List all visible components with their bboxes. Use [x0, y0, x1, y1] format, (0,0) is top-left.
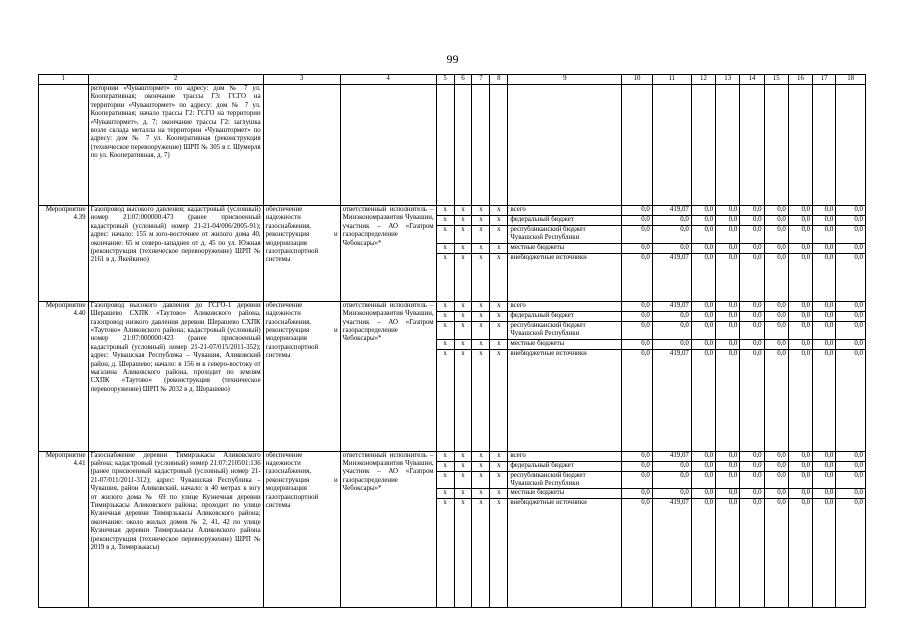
measure-id: Мероприятие 4.40	[39, 301, 89, 451]
value-cell: 419,07	[652, 349, 691, 451]
value-cell: 0,0	[836, 499, 866, 608]
empty-cell	[340, 85, 436, 206]
value-cell: 0,0	[716, 499, 740, 608]
value-cell: 0,0	[716, 216, 740, 226]
value-cell: 0,0	[764, 311, 788, 321]
value-cell: 0,0	[691, 253, 715, 301]
value-cell: 0,0	[813, 253, 836, 301]
funding-source: всего	[508, 451, 622, 461]
value-cell: 0,0	[740, 311, 764, 321]
mark-cell: x	[436, 471, 454, 489]
value-cell: 0,0	[813, 206, 836, 216]
value-cell: 0,0	[836, 301, 866, 311]
measure-purpose: обеспечение надежности газоснабжения, реконструкция и модернизация газотранспортной системы	[263, 206, 340, 302]
mark-cell: x	[454, 471, 472, 489]
value-cell: 0,0	[622, 339, 653, 349]
mark-cell: x	[472, 471, 490, 489]
value-cell: 0,0	[813, 499, 836, 608]
value-cell: 0,0	[813, 349, 836, 451]
value-cell: 0,0	[788, 243, 812, 253]
mark-cell: x	[454, 216, 472, 226]
value-cell: 0,0	[652, 471, 691, 489]
col-header: 7	[472, 75, 490, 85]
value-cell: 0,0	[622, 349, 653, 451]
value-cell: 0,0	[652, 339, 691, 349]
mark-cell: x	[436, 243, 454, 253]
value-cell: 0,0	[622, 499, 653, 608]
value-cell: 0,0	[691, 311, 715, 321]
mark-cell: x	[436, 499, 454, 608]
mark-cell: x	[436, 226, 454, 244]
value-cell: 0,0	[691, 339, 715, 349]
value-cell: 0,0	[622, 461, 653, 471]
value-cell: 0,0	[716, 226, 740, 244]
mark-cell: x	[490, 461, 508, 471]
mark-cell: x	[454, 243, 472, 253]
value-cell: 419,07	[652, 451, 691, 461]
value-cell: 0,0	[764, 206, 788, 216]
value-cell: 0,0	[740, 226, 764, 244]
mark-cell: x	[490, 226, 508, 244]
value-cell: 0,0	[716, 206, 740, 216]
value-cell: 0,0	[740, 339, 764, 349]
mark-cell: x	[436, 206, 454, 216]
value-cell: 0,0	[622, 253, 653, 301]
col-header: 8	[490, 75, 508, 85]
value-cell: 0,0	[652, 461, 691, 471]
empty-cell	[716, 85, 740, 206]
empty-cell	[740, 85, 764, 206]
value-cell: 0,0	[764, 253, 788, 301]
mark-cell: x	[436, 349, 454, 451]
mark-cell: x	[490, 339, 508, 349]
mark-cell: x	[472, 349, 490, 451]
funding-source: местные бюджеты	[508, 339, 622, 349]
mark-cell: x	[436, 339, 454, 349]
col-header: 1	[39, 75, 89, 85]
mark-cell: x	[436, 451, 454, 461]
value-cell: 0,0	[788, 226, 812, 244]
value-cell: 0,0	[740, 489, 764, 499]
value-cell: 0,0	[622, 206, 653, 216]
value-cell: 0,0	[813, 489, 836, 499]
value-cell: 419,07	[652, 499, 691, 608]
col-header: 16	[788, 75, 812, 85]
value-cell: 0,0	[836, 243, 866, 253]
measure-executor: ответственный исполнитель – Минэкономразвития Чувашии, участник – АО «Газпром газораспределение Чебоксары»*	[340, 206, 436, 302]
value-cell: 0,0	[740, 206, 764, 216]
mark-cell: x	[436, 311, 454, 321]
value-cell: 0,0	[788, 471, 812, 489]
mark-cell: x	[490, 489, 508, 499]
empty-cell	[813, 85, 836, 206]
mark-cell: x	[472, 243, 490, 253]
mark-cell: x	[436, 301, 454, 311]
col-header: 10	[622, 75, 653, 85]
value-cell: 0,0	[740, 499, 764, 608]
value-cell: 0,0	[622, 311, 653, 321]
measure-id: Мероприятие 4.39	[39, 206, 89, 302]
value-cell: 0,0	[740, 253, 764, 301]
mark-cell: x	[472, 301, 490, 311]
value-cell: 0,0	[788, 321, 812, 339]
mark-cell: x	[472, 489, 490, 499]
table-row	[39, 301, 866, 311]
mark-cell: x	[472, 339, 490, 349]
value-cell: 0,0	[764, 489, 788, 499]
page-number: 99	[446, 52, 459, 66]
mark-cell: x	[472, 216, 490, 226]
value-cell: 0,0	[740, 349, 764, 451]
value-cell: 0,0	[788, 461, 812, 471]
measure-purpose: обеспечение надежности газоснабжения, реконструкция и модернизация газотранспортной системы	[263, 451, 340, 608]
value-cell: 0,0	[740, 471, 764, 489]
mark-cell: x	[454, 226, 472, 244]
value-cell: 0,0	[740, 216, 764, 226]
value-cell: 0,0	[836, 461, 866, 471]
value-cell: 0,0	[836, 349, 866, 451]
mark-cell: x	[490, 451, 508, 461]
value-cell: 0,0	[691, 321, 715, 339]
value-cell: 0,0	[813, 301, 836, 311]
value-cell: 0,0	[691, 499, 715, 608]
mark-cell: x	[490, 253, 508, 301]
funding-source: федеральный бюджет	[508, 216, 622, 226]
mark-cell: x	[490, 311, 508, 321]
value-cell: 0,0	[764, 461, 788, 471]
value-cell: 0,0	[788, 216, 812, 226]
value-cell: 0,0	[691, 451, 715, 461]
measure-executor: ответственный исполнитель – Минэкономразвития Чувашии, участник – АО «Газпром газораспределение Чебоксары»*	[340, 451, 436, 608]
value-cell: 0,0	[836, 216, 866, 226]
col-header: 9	[508, 75, 622, 85]
empty-cell	[788, 85, 812, 206]
value-cell: 0,0	[622, 321, 653, 339]
value-cell: 0,0	[622, 489, 653, 499]
value-cell: 0,0	[813, 339, 836, 349]
mark-cell: x	[436, 461, 454, 471]
value-cell: 0,0	[652, 243, 691, 253]
value-cell: 0,0	[691, 301, 715, 311]
value-cell: 0,0	[691, 471, 715, 489]
value-cell: 0,0	[836, 226, 866, 244]
mark-cell: x	[490, 471, 508, 489]
value-cell: 0,0	[764, 451, 788, 461]
col-header: 11	[652, 75, 691, 85]
value-cell: 0,0	[764, 349, 788, 451]
value-cell: 0,0	[622, 301, 653, 311]
mark-cell: x	[472, 253, 490, 301]
col-header: 18	[836, 75, 866, 85]
value-cell: 0,0	[622, 226, 653, 244]
value-cell: 0,0	[622, 451, 653, 461]
empty-cell	[454, 85, 472, 206]
funding-source: внебюджетные источники	[508, 349, 622, 451]
empty-cell	[622, 85, 653, 206]
value-cell: 0,0	[813, 461, 836, 471]
mark-cell: x	[490, 301, 508, 311]
value-cell: 0,0	[788, 451, 812, 461]
value-cell: 0,0	[764, 321, 788, 339]
funding-source: всего	[508, 206, 622, 216]
value-cell: 0,0	[716, 311, 740, 321]
value-cell: 0,0	[836, 321, 866, 339]
mark-cell: x	[490, 243, 508, 253]
mark-cell: x	[472, 311, 490, 321]
column-number-row	[39, 75, 866, 85]
value-cell: 0,0	[652, 489, 691, 499]
mark-cell: x	[454, 339, 472, 349]
value-cell: 0,0	[716, 253, 740, 301]
mark-cell: x	[490, 321, 508, 339]
value-cell: 0,0	[813, 216, 836, 226]
value-cell: 0,0	[740, 301, 764, 311]
mark-cell: x	[472, 451, 490, 461]
funding-source: республиканский бюджет Чувашской Республики	[508, 321, 622, 339]
empty-cell	[436, 85, 454, 206]
table-body	[39, 75, 866, 608]
value-cell: 0,0	[691, 349, 715, 451]
value-cell: 0,0	[652, 311, 691, 321]
value-cell: 0,0	[788, 349, 812, 451]
value-cell: 0,0	[716, 471, 740, 489]
mark-cell: x	[454, 349, 472, 451]
value-cell: 0,0	[716, 349, 740, 451]
col-header: 17	[813, 75, 836, 85]
mark-cell: x	[436, 321, 454, 339]
funding-source: местные бюджеты	[508, 243, 622, 253]
mark-cell: x	[454, 253, 472, 301]
value-cell: 0,0	[836, 471, 866, 489]
value-cell: 0,0	[652, 226, 691, 244]
mark-cell: x	[490, 216, 508, 226]
mark-cell: x	[454, 489, 472, 499]
mark-cell: x	[454, 321, 472, 339]
value-cell: 0,0	[740, 243, 764, 253]
continued-row	[39, 85, 866, 206]
empty-cell	[691, 85, 715, 206]
value-cell: 0,0	[691, 226, 715, 244]
table-row	[39, 451, 866, 461]
value-cell: 0,0	[652, 216, 691, 226]
value-cell: 0,0	[691, 216, 715, 226]
value-cell: 0,0	[788, 301, 812, 311]
col-header: 14	[740, 75, 764, 85]
value-cell: 419,07	[652, 301, 691, 311]
mark-cell: x	[454, 301, 472, 311]
value-cell: 0,0	[836, 489, 866, 499]
measure-executor: ответственный исполнитель – Минэкономразвития Чувашии, участник – АО «Газпром газораспределение Чебоксары»*	[340, 301, 436, 451]
continued-description: риториии «Чуваштормет» по адресу: дом № 7 ул. Кооперативная; окончание трассы Г3: ГСГО на территории «Чуваштормет» по адресу: дом № 7 ул. Кооперативная; начало трассы Г2: ГСГО на территории «Чуваштормет», д. 7; окончание трассы Г2: заглушка возле склада металла на территории «Чуваштормет» по адресу: дом № 7 ул. Кооперативная (реконструкция (техническое перевооружение) ШРП № 305 в г. Шумерля по ул. Кооперативная, д. 7)	[88, 85, 263, 206]
empty-cell	[508, 85, 622, 206]
value-cell: 0,0	[764, 471, 788, 489]
mark-cell: x	[472, 461, 490, 471]
mark-cell: x	[472, 206, 490, 216]
funding-source: федеральный бюджет	[508, 311, 622, 321]
value-cell: 0,0	[622, 471, 653, 489]
value-cell: 0,0	[836, 339, 866, 349]
value-cell: 0,0	[836, 206, 866, 216]
value-cell: 0,0	[691, 206, 715, 216]
col-header: 13	[716, 75, 740, 85]
empty-cell	[836, 85, 866, 206]
value-cell: 0,0	[764, 243, 788, 253]
value-cell: 0,0	[836, 311, 866, 321]
value-cell: 0,0	[813, 226, 836, 244]
value-cell: 0,0	[788, 311, 812, 321]
measure-description: Газопровод высокого давления до ГСГО-1 деревни Шерашево СХПК «Таутово» Аликовского района, газопровод низкого давления деревни Шерашево СХПК «Таутово» Аликовского района; кадастровый (условный) номер 21:07:000000:423 (ранее присвоенный кадастровый (условный) номер 21-21-07/015/2011-352); адрес: Чувашская Республика – Чувашия, Аликовский район, д. Шерашево; начало: в 156 м к северо-востоку от магазина Аликовского района, проходит по землям СХПК «Таутово» (реконструкция (техническое перевооружение) ШРП № 2032 в д. Шерашево)	[88, 301, 263, 451]
value-cell: 0,0	[716, 489, 740, 499]
mark-cell: x	[454, 451, 472, 461]
col-header: 12	[691, 75, 715, 85]
value-cell: 0,0	[813, 311, 836, 321]
value-cell: 0,0	[740, 451, 764, 461]
value-cell: 0,0	[652, 321, 691, 339]
value-cell: 0,0	[716, 461, 740, 471]
mark-cell: x	[490, 206, 508, 216]
value-cell: 0,0	[813, 471, 836, 489]
mark-cell: x	[490, 499, 508, 608]
mark-cell: x	[454, 461, 472, 471]
value-cell: 0,0	[764, 499, 788, 608]
mark-cell: x	[472, 226, 490, 244]
funding-source: местные бюджеты	[508, 489, 622, 499]
value-cell: 0,0	[788, 253, 812, 301]
mark-cell: x	[490, 349, 508, 451]
mark-cell: x	[436, 253, 454, 301]
funding-source: республиканский бюджет Чувашской Республики	[508, 226, 622, 244]
mark-cell: x	[436, 216, 454, 226]
col-header: 6	[454, 75, 472, 85]
value-cell: 419,07	[652, 206, 691, 216]
value-cell: 419,07	[652, 253, 691, 301]
empty-cell	[263, 85, 340, 206]
value-cell: 0,0	[716, 321, 740, 339]
value-cell: 0,0	[622, 243, 653, 253]
mark-cell: x	[436, 489, 454, 499]
value-cell: 0,0	[764, 226, 788, 244]
table-row	[39, 206, 866, 216]
funding-source: республиканский бюджет Чувашской Республики	[508, 471, 622, 489]
value-cell: 0,0	[836, 253, 866, 301]
value-cell: 0,0	[764, 301, 788, 311]
value-cell: 0,0	[622, 216, 653, 226]
value-cell: 0,0	[716, 339, 740, 349]
funding-source: внебюджетные источники	[508, 253, 622, 301]
funding-source: федеральный бюджет	[508, 461, 622, 471]
measure-purpose: обеспечение надежности газоснабжения, реконструкция и модернизация газотранспортной системы	[263, 301, 340, 451]
value-cell: 0,0	[813, 243, 836, 253]
col-header: 15	[764, 75, 788, 85]
mark-cell: x	[472, 321, 490, 339]
funding-source: внебюджетные источники	[508, 499, 622, 608]
col-header: 5	[436, 75, 454, 85]
col-header: 2	[88, 75, 263, 85]
value-cell: 0,0	[691, 461, 715, 471]
program-table	[38, 74, 866, 608]
value-cell: 0,0	[788, 489, 812, 499]
empty-cell	[764, 85, 788, 206]
value-cell: 0,0	[764, 339, 788, 349]
continued-id-cell	[39, 85, 89, 206]
value-cell: 0,0	[716, 451, 740, 461]
measure-description: Газоснабжение деревни Тимирзькасы Аликовского района; кадастровый (условный) номер 21:07:210501:136 (ранее присвоенный кадастровый (условный) номер 21-21-07/011/2011-312); адрес: Чувашская Республика – Чувашия, район Аликовский, начало: в 40 метрах к югу от жилого дома № 69 по улице Кузнечная деревни Тимирзькасы Аликовского района; проходит по улице Кузнечная деревни Тимирзькасы Аликовского района; окончание: около жилых домов № 2, 41, 42 по улице Кузнечная деревни Тимирзькасы Аликовского района (реконструкция (техническое перевооружение) ШРП № 2019 в д. Тимирзькасы)	[88, 451, 263, 608]
measure-description: Газопровод высокого давления; кадастровый (условный) номер 21:07:000000:473 (ранее присвоенный кадастровый (условный) номер 21-21-04/006/2005-91); адрес: начало: 155 м юго-восточнее от жилого дома 40, окончание: 65 м северо-западнее от д. 45 по ул. Южная (реконструкция (техническое перевооружение) ШРП № 2161 в д. Якейкино)	[88, 206, 263, 302]
funding-source: всего	[508, 301, 622, 311]
mark-cell: x	[454, 311, 472, 321]
value-cell: 0,0	[788, 206, 812, 216]
value-cell: 0,0	[813, 321, 836, 339]
measure-id: Мероприятие 4.41	[39, 451, 89, 608]
mark-cell: x	[472, 499, 490, 608]
empty-cell	[652, 85, 691, 206]
mark-cell: x	[454, 499, 472, 608]
value-cell: 0,0	[691, 243, 715, 253]
value-cell: 0,0	[691, 489, 715, 499]
value-cell: 0,0	[716, 243, 740, 253]
value-cell: 0,0	[740, 461, 764, 471]
value-cell: 0,0	[788, 499, 812, 608]
value-cell: 0,0	[740, 321, 764, 339]
mark-cell: x	[454, 206, 472, 216]
value-cell: 0,0	[764, 216, 788, 226]
col-header: 4	[340, 75, 436, 85]
value-cell: 0,0	[716, 301, 740, 311]
col-header: 3	[263, 75, 340, 85]
empty-cell	[490, 85, 508, 206]
value-cell: 0,0	[836, 451, 866, 461]
empty-cell	[472, 85, 490, 206]
value-cell: 0,0	[788, 339, 812, 349]
value-cell: 0,0	[813, 451, 836, 461]
